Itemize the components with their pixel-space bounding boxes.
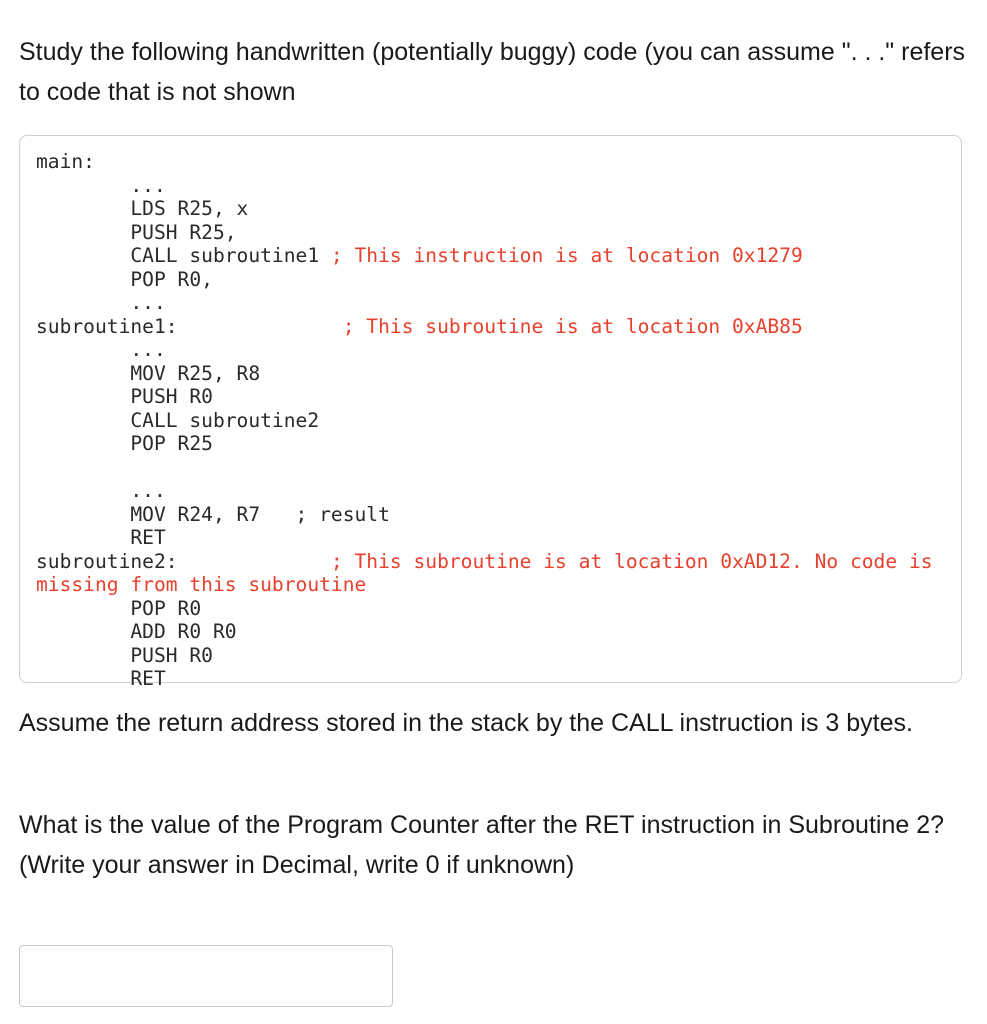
code-block [19,135,962,690]
code-line: ... [36,338,166,361]
code-line: LDS R25, x [36,197,249,220]
code-line: ... [36,173,166,197]
code-line: subroutine1: ; This subroutine is at location 0xAB85 [36,314,803,338]
code-comment: ; This subroutine is at location 0xAD12. No code is [330,549,933,573]
code-line: CALL subroutine1 ; This instruction is at location 0x1279 [36,244,803,267]
code-line [36,573,933,597]
code-comment: missing from this subroutine [36,573,367,596]
code-line: subroutine2: ; This subroutine is at location 0xAD12. No code is [36,549,933,573]
code-line: ... [36,479,166,502]
code-line: MOV R24, R7 ; result [36,502,390,526]
code-line: PUSH R0 [36,643,213,667]
code-comment: ; This instruction is at location 0x1279 [330,244,803,267]
code-line: POP R0, [36,267,213,291]
code-line: PUSH R0 [36,385,213,408]
code-listing [36,150,933,691]
code-line: MOV R25, R8 [36,361,261,385]
answer-input[interactable] [19,945,393,1007]
code-line: RET [36,667,166,690]
code-line: PUSH R25, [36,220,237,244]
code-line: POP R0 [36,596,202,620]
code-line: CALL subroutine2 [36,408,320,432]
code-line: RET [36,526,166,549]
code-comment: ; This subroutine is at location 0xAB85 [342,314,803,338]
code-line: ... [36,291,166,314]
question-text: Study the following handwritten (potentially buggy) code (you can assume ". . ." refers to code that is not shown [19,38,966,106]
code-line: main: [36,150,95,173]
assumption-text: Assume the return address stored in the stack by the CALL instruction is 3 bytes. [19,709,913,737]
code-line: ADD R0 R0 [36,620,237,643]
prompt-text: What is the value of the Program Counter after the RET instruction in Subroutine 2? (Write your answer in Decimal, write 0 if unknown) [19,811,945,879]
code-comment: ; result [295,502,390,526]
code-line: POP R25 [36,432,213,455]
code-line [36,456,933,480]
